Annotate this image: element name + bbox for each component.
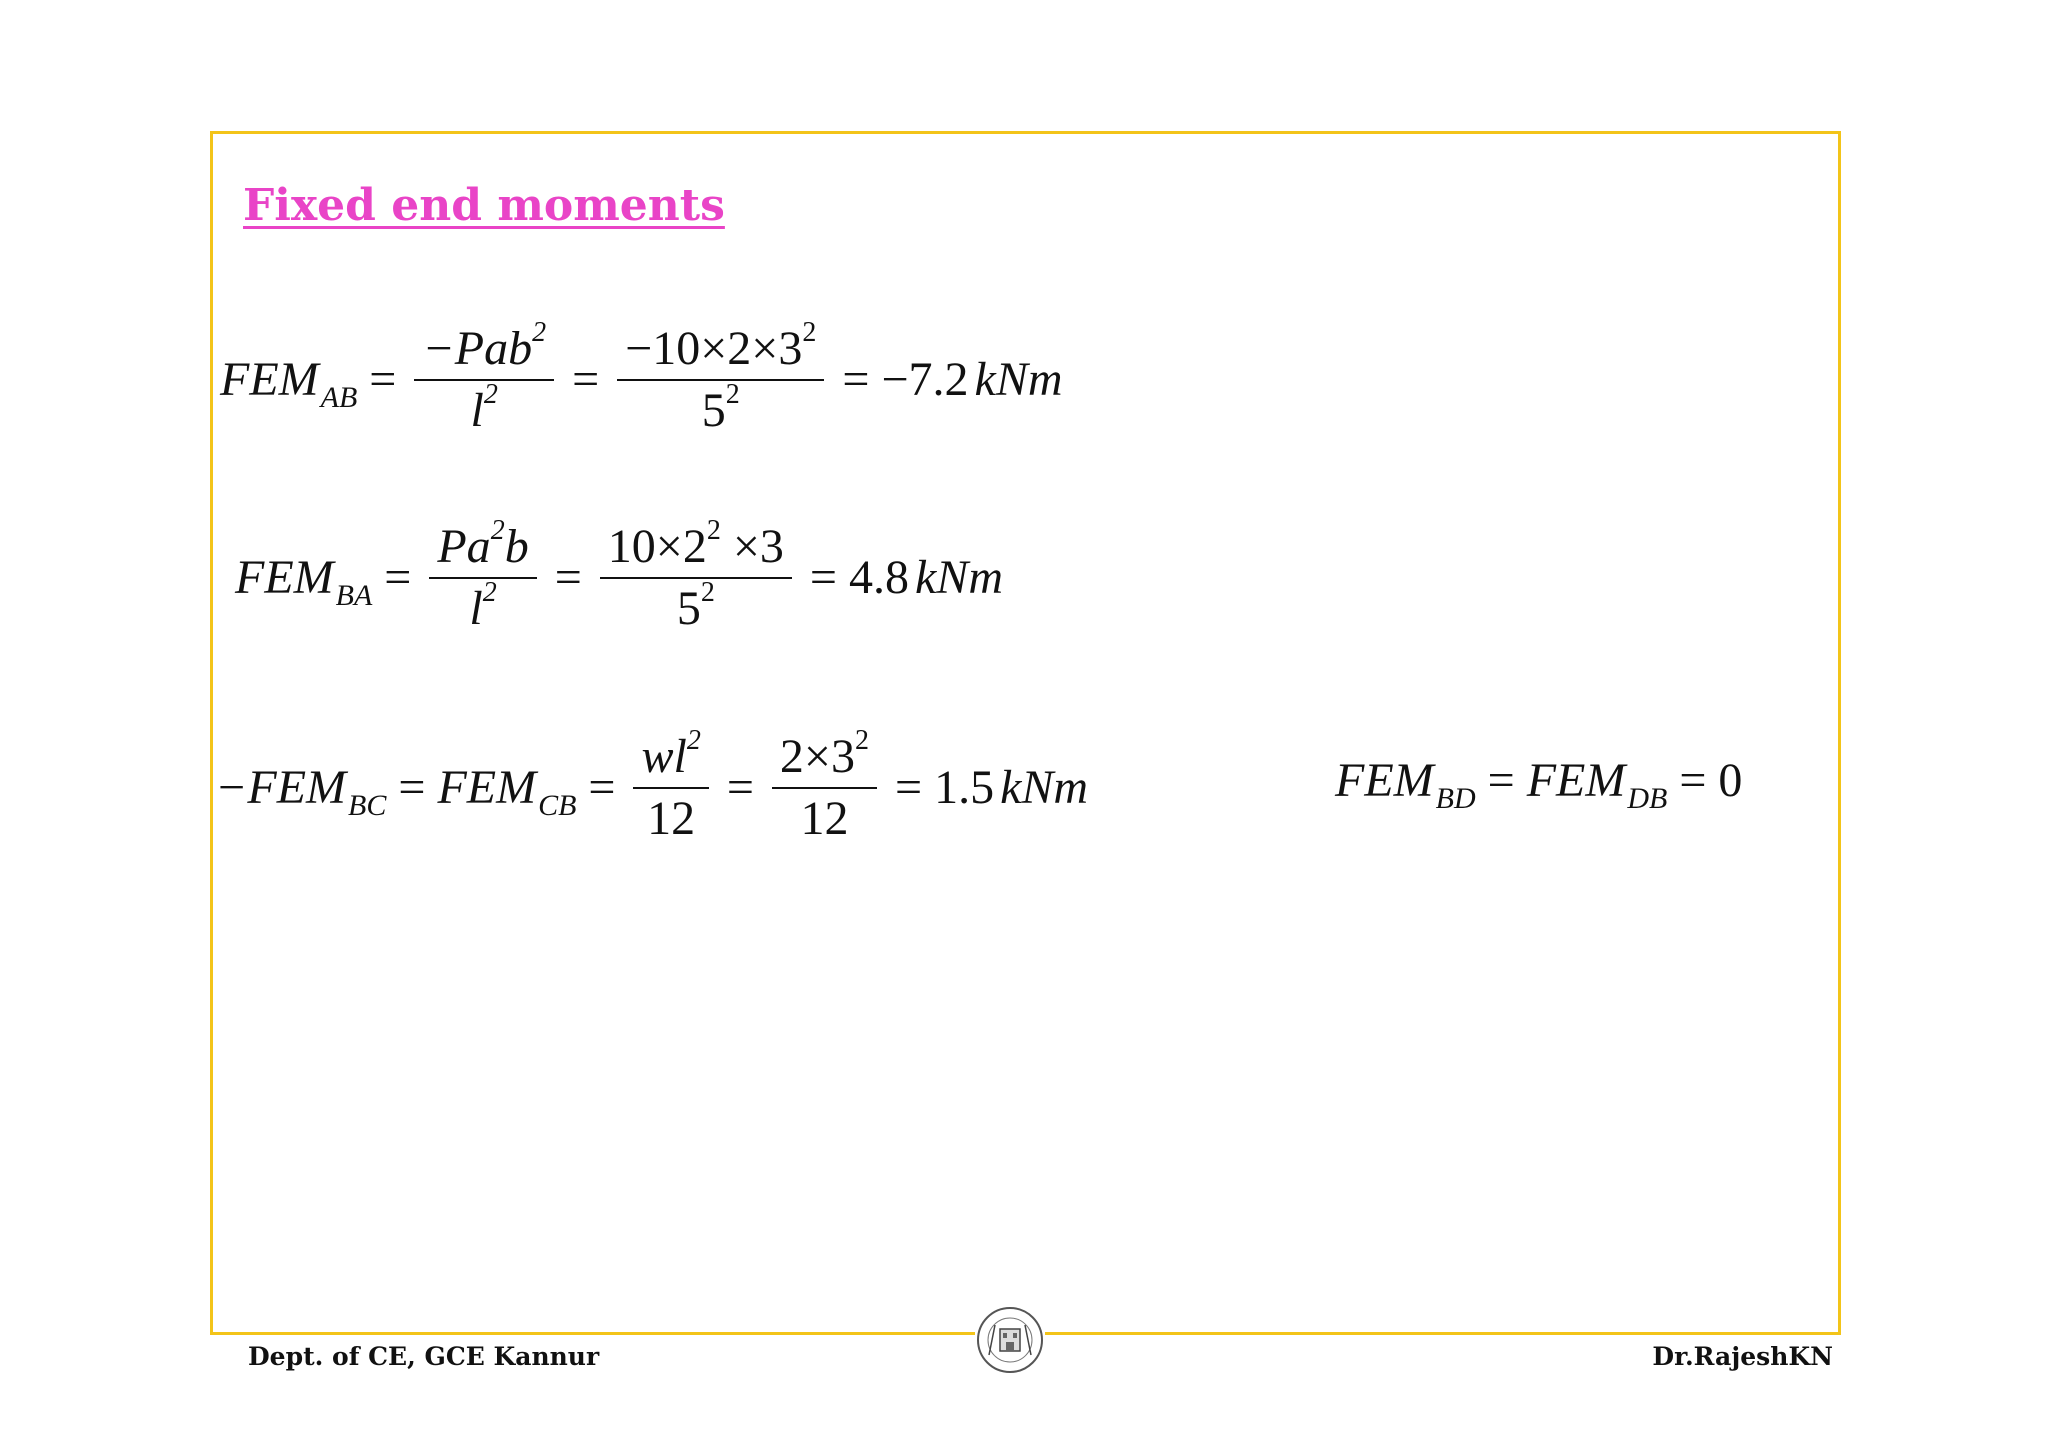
fem-ab-formula-numerator: −Pab <box>422 322 533 375</box>
footer-department: Dept. of CE, GCE Kannur <box>248 1342 600 1371</box>
fem-ab-formula: $\frac{-Pab^2}{l^2}$ <box>414 325 554 435</box>
equation-fem-ab <box>220 317 1063 437</box>
fem-bc-subst-numerator: 2×3 <box>779 730 855 783</box>
fem-cb-subscript: CB <box>538 789 577 822</box>
fem-ab-subst-denominator: 5 <box>701 384 726 437</box>
equals-sign: = <box>726 761 754 814</box>
fem-ba-result: 4.8 <box>849 551 909 604</box>
fem-ba-subscript: BA <box>335 579 373 612</box>
fem-ab-unit: kNm <box>974 353 1063 406</box>
fem-bd-name: FEM <box>1335 754 1434 807</box>
equals-sign: = <box>1679 754 1707 807</box>
fem-db-subscript: DB <box>1627 782 1668 815</box>
fem-ab-subscript: AB <box>320 381 358 414</box>
equals-sign: = <box>384 551 412 604</box>
fem-bc-formula-numerator: wl <box>641 730 687 783</box>
equals-sign: = <box>554 551 582 604</box>
fem-ba-subst-denominator: 5 <box>676 582 701 635</box>
equals-sign: = <box>1487 754 1515 807</box>
equation-fem-ba <box>235 515 1003 635</box>
fem-bc-formula-denominator: 12 <box>647 792 696 845</box>
equals-sign: = <box>809 551 837 604</box>
equation-fem-bd <box>1335 754 1743 815</box>
equals-sign: = <box>588 761 616 814</box>
fem-ba-subst-numerator-a: 10×2 <box>607 520 707 573</box>
footer-author: Dr.RajeshKN <box>1652 1342 1833 1371</box>
fem-bd-result: 0 <box>1718 754 1743 807</box>
fem-ab-lhs: FEM <box>220 353 319 406</box>
equals-sign: = <box>572 353 600 406</box>
fem-ba-formula-numerator-a: Pa <box>437 520 491 573</box>
fem-ab-result: −7.2 <box>881 353 969 406</box>
fem-ba-unit: kNm <box>915 551 1003 604</box>
fem-ab-substitution: $\frac{-10\times 2\times 3^2}{5^2}$ <box>617 325 824 435</box>
fem-ab-subst-numerator: −10×2×3 <box>625 322 803 375</box>
equals-sign: = <box>398 761 426 814</box>
fem-ba-formula: $\frac{Pa^2b}{l^2}$ <box>429 523 536 633</box>
fem-bd-subscript: BD <box>1435 782 1476 815</box>
equals-sign: = <box>369 353 397 406</box>
equation-fem-bc <box>215 725 1089 845</box>
fem-ba-formula-denominator: l <box>469 582 483 635</box>
fem-ba-lhs: FEM <box>235 551 334 604</box>
fem-ba-formula-numerator-b: b <box>504 520 529 573</box>
college-emblem-icon <box>975 1305 1045 1375</box>
fem-bc-result: 1.5 <box>934 761 995 814</box>
fem-bc-subst-denominator: 12 <box>800 792 849 845</box>
fem-ba-subst-numerator-b: ×3 <box>720 520 784 573</box>
fem-bc-subscript: BC <box>348 789 387 822</box>
fem-bc-formula: $\frac{wl^2}{12}$ <box>633 733 708 843</box>
equals-sign: = <box>842 353 870 406</box>
fem-db-name: FEM <box>1526 754 1626 807</box>
equals-sign: = <box>895 761 923 814</box>
fem-bc-unit: kNm <box>1000 761 1089 814</box>
fem-bc-lhs: −FEM <box>215 761 347 814</box>
fem-cb-name: FEM <box>437 761 537 814</box>
fem-ab-formula-denominator: l <box>470 384 484 437</box>
fem-ba-substitution: $\frac{10\times 2^2 \times 3}{5^2}$ <box>600 523 792 633</box>
fem-bc-substitution: $\frac{2\times 3^2}{12}$ <box>772 733 877 843</box>
slide-title: Fixed end moments <box>243 180 725 231</box>
